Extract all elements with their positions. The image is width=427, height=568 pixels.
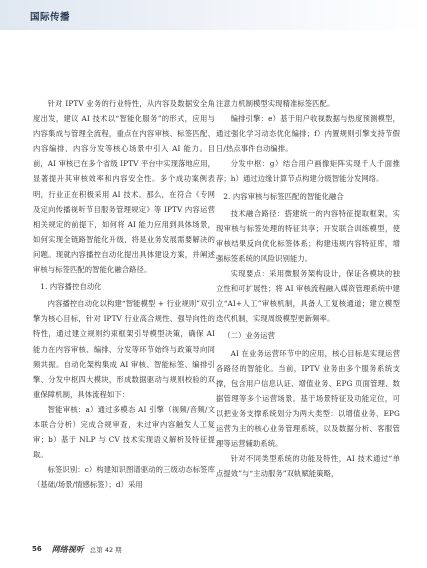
paragraph: 内容播控自动化以构建“智能模型 + 行业规则”双引擎为核心目标，针对 IPTV 行业高合规性、强导向性的特性，通过建立规则约束框架引导模型决策，确保 AI 能力在内容审核、编排、分发等环节始终与政策导向同频共振。自动化架构集成 AI 审核、智能标签、编排引擎、分发中枢四大模块，形成数据驱动与规则校验的双重保障机制，具体流程如下： (33, 299, 215, 399)
paragraph: 针对 IPTV 业务的行业特性，从内容及数据安全角度出发，建议 AI 技术以“智能化服务”的形式，应用与内容集成与管理全流程，重点在内容审核、标签匹配、内容编排、内容分发等核心场景中引入 AI 能力。目前，AI 审核已在多个省级 IPTV 平台中实现落地应用，显著提升其审核效率和内容安全性。多个成功案例表明，行业正在积极采用 AI 技术。那么，在符合《专网及定向传播视听节目服务管理规定》等 IPTV 内容运营相关规定的前提下，如何将 AI 能力应用到具体场景，如何实现全链路智能化升级，将是业务发展需要解决的问题。现就内容播控自动化提出具体建设方案，并阐述审核与标签匹配的智能化融合路径。 (33, 99, 215, 275)
paragraph: 实现要点：采用微服务架构设计，保证各模块的独立性和可扩展性；将 AI 审核流程融入媒资管理系统中建立“AI+人工”审核机制，具备人工复核通道；建立模型迭代机制，实现周级模型更新频率。 (216, 269, 400, 324)
paragraph: 编排引擎：e）基于用户收视数据与热度预测模型，通过强化学习动态优化编排；f）内置规则引擎支持节假日/热点事件自动编排。 (216, 114, 400, 154)
paragraph-continued: 注意力机制模型实现精准标签匹配。 (216, 99, 335, 108)
page-header-band (0, 0, 427, 30)
paragraph: 智能审核：a）通过多模态 AI 引擎（视频/音频/文本联合分析）完成合规审查，未过审内容触发人工复审；b）基于 NLP 与 CV 技术实现语义解析及特征提取。 (33, 404, 215, 460)
page-footer (32, 542, 122, 556)
paragraph: 分发中枢：g）结合用户画像矩阵实现千人千面推荐；h）通过边缘计算节点构建分级智能分发网络。 (216, 159, 400, 184)
right-column (216, 96, 400, 481)
left-column (33, 96, 215, 492)
section-heading: （二）业务运营 (223, 331, 276, 341)
subsection-heading: 1. 内容播控自动化 (40, 282, 102, 292)
paragraph: 针对不同类型系统的功能及特性，AI 技术通过“单点提效”与“主动服务”双轨赋能策略， (216, 454, 400, 479)
subsection-heading: 2. 内容审核与标签匹配的智能化融合 (223, 191, 344, 201)
journal-name: 网络视听 (51, 544, 84, 554)
paragraph: 标签识别：c）构建知识图谱驱动的三级动态标签库（基础/场景/情感标签）；d）采用 (33, 465, 215, 490)
section-tag: 国际传播 (30, 12, 71, 23)
issue-number: 总第 42 期 (89, 545, 122, 554)
page-number: 56 (32, 545, 42, 553)
paragraph: 技术融合路径：搭建统一的内容特征提取框架，实现审核与标签处理的特征共享；开发联合训练模型，使审核结果反向优化标签体系；构建违规内容特征库，增强标签系统的风险识别能力。 (216, 208, 400, 263)
paragraph: AI 在业务运营环节中的应用，核心目标是实现运营各路径的智能化。当前，IPTV 业务由多个服务系统支撑，包含用户信息认证、增值业务、EPG 页面管理、数据管理等多个运营场景。基于场景特征及功能定位，可以把业务支撑系统划分为两大类型：以增值业务、EPG 运营为主的核心业务管理系统，以及数据分析、客服管理等运营辅助系统。 (216, 348, 400, 449)
